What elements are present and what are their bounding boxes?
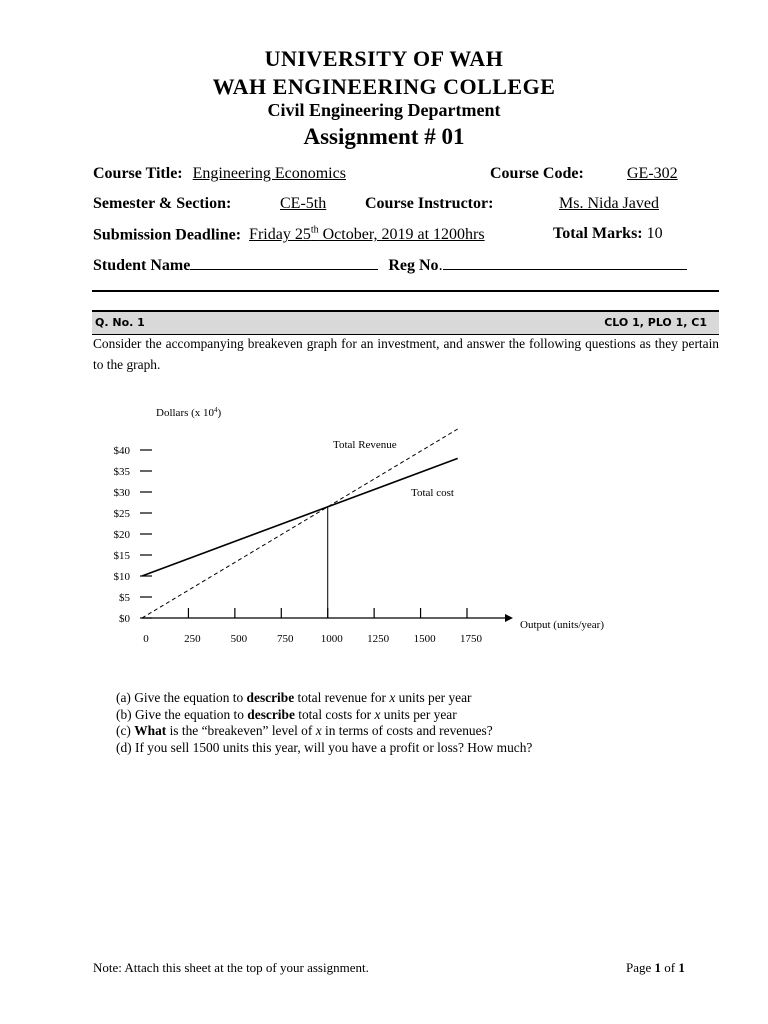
student-name-label: Student Name [93, 257, 191, 274]
x-tick-label: 0 [143, 633, 149, 645]
instructor-label: Course Instructor: [365, 195, 494, 212]
deadline-label: Submission Deadline: [93, 226, 242, 244]
page-number: Page 1 of 1 [626, 960, 685, 975]
question-header-bar [92, 310, 719, 335]
total-revenue-label: Total Revenue [333, 439, 397, 451]
college-title: WAH ENGINEERING COLLEGE [212, 74, 556, 99]
course-code-value: GE-302 [627, 165, 678, 182]
part-c: (c) What is the “breakeven” level of x in terms of costs and revenues? [116, 723, 493, 738]
y-tick-label: $10 [113, 571, 130, 583]
total-revenue-line [142, 429, 458, 618]
x-axis-arrow [505, 614, 513, 622]
y-tick-label: $40 [113, 445, 130, 457]
y-tick-label: $25 [113, 508, 130, 520]
y-tick-label: $35 [113, 466, 130, 478]
y-tick-label: $5 [119, 592, 130, 604]
course-code-label: Course Code: [490, 165, 584, 182]
marks-label: Total Marks: [553, 225, 643, 242]
x-tick-label: 1000 [320, 633, 343, 645]
x-tick-label: 250 [184, 633, 201, 645]
x-tick-label: 1500 [413, 633, 436, 645]
course-title-value: Engineering Economics [192, 165, 346, 182]
x-axis-label: Output (units/year) [520, 619, 605, 631]
y-tick-label: $20 [113, 529, 130, 541]
breakeven-chart [0, 390, 768, 670]
x-tick-label: 1750 [460, 633, 482, 645]
y-tick-label: $0 [119, 613, 130, 625]
question-parts [116, 690, 532, 756]
y-tick-label: $15 [113, 550, 130, 562]
department-title: Civil Engineering Department [267, 100, 501, 120]
y-tick-label: $30 [113, 487, 130, 499]
header-divider [92, 290, 719, 292]
clo-label: CLO 1, PLO 1, C1 [604, 316, 707, 329]
assignment-title: Assignment # 01 [303, 124, 465, 149]
part-d: (d) If you sell 1500 units this year, will you have a profit or loss? How much? [116, 739, 533, 755]
x-tick-label: 500 [230, 633, 248, 645]
course-title-label: Course Title: [93, 165, 183, 182]
university-title: UNIVERSITY OF WAH [264, 46, 504, 71]
part-a: (a) Give the equation to describe total revenue for x units per year [116, 690, 472, 705]
total-cost-line [142, 458, 458, 576]
marks-value: 10 [646, 225, 663, 242]
x-tick-label: 750 [277, 633, 294, 645]
part-b: (b) Give the equation to describe total costs for x units per year [116, 706, 457, 722]
x-tick-label: 1250 [367, 633, 390, 645]
y-axis-label: Dollars (x $10^4$) [156, 406, 222, 419]
reg-no-field[interactable] [443, 255, 687, 270]
question-number: Q. No. 1 [95, 316, 145, 329]
semester-value: CE-5th [280, 195, 327, 212]
footer-note: Note: Attach this sheet at the top of your assignment. [93, 960, 369, 975]
semester-label: Semester & Section: [93, 195, 232, 212]
instructor-value: Ms. Nida Javed [559, 195, 659, 212]
deadline-value: Friday 25th October, 2019 at 1200hrs [249, 225, 485, 244]
student-name-field[interactable] [190, 255, 378, 270]
reg-no-label: Reg No [388, 257, 439, 274]
total-cost-label: Total cost [411, 487, 454, 499]
question-intro: Consider the accompanying breakeven graph for an investment, and answer the following questions as they pertain to the graph. [93, 336, 719, 372]
